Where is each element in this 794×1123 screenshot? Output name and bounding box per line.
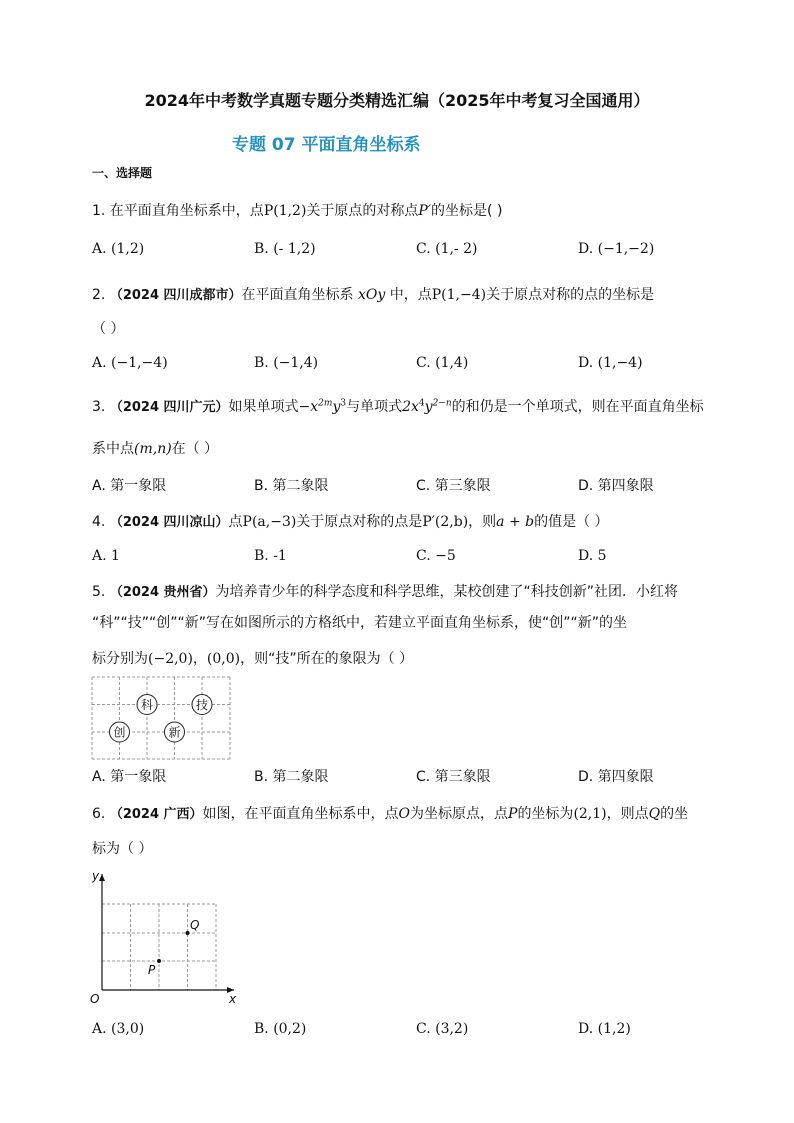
q5-line-3: 标分别为(−2,0)，(0,0)，则“技”所在的象限为（ ） <box>92 651 414 667</box>
question-2 <box>92 284 654 304</box>
q4-number: 4. <box>92 514 106 530</box>
q6-source-tag: （2024 广西） <box>109 807 203 822</box>
q5-coord-2: (0,0) <box>206 651 241 667</box>
char-chuang: 创 <box>113 725 126 740</box>
q1-option-b: B. (- 1,2) <box>254 241 316 257</box>
q5-option-d: D. 第四象限 <box>578 769 654 785</box>
q1-text-a: 1. 在平面直角坐标系中，点 <box>92 203 264 219</box>
q3-text-a: 如果单项式 <box>228 399 299 415</box>
q6-option-a: A. (3,0) <box>92 1021 145 1037</box>
q3-option-c: C. 第三象限 <box>416 478 491 494</box>
q4-option-a: A. 1 <box>92 548 120 564</box>
q2-line-2: （ ） <box>92 321 125 337</box>
q3-option-d: D. 第四象限 <box>578 478 654 494</box>
question-5: 5. （2024 贵州省）为培养青少年的科学态度和科学思维，某校创建了“科技创新”社团．小红将 <box>92 584 679 600</box>
question-1 <box>92 200 502 220</box>
q4-option-b: B. -1 <box>254 548 287 564</box>
q3-option-a: A. 第一象限 <box>92 478 167 494</box>
q5-line-2: “科”“技”“创”“新”写在如图所示的方格纸中，若建立平面直角坐标系，使“创”“新”的坐 <box>92 615 628 631</box>
q3-number: 3. <box>92 399 106 415</box>
q2-system: xOy <box>357 287 386 303</box>
q2-text-b: 中，点 <box>389 287 432 303</box>
q4-expression: a + b <box>496 514 535 530</box>
q1-option-d: D. (−1,−2) <box>578 241 655 257</box>
q2-option-b: B. (−1,4) <box>254 355 319 371</box>
q6-number: 6. <box>92 806 106 822</box>
q2-option-a: A. (−1,−4) <box>92 355 168 371</box>
q5-source-tag: （2024 贵州省） <box>109 585 216 600</box>
q2-point: P(1,−4) <box>431 287 487 303</box>
q3-line-2: 系中点(m,n)在（ ） <box>92 441 219 457</box>
q6-line-2: 标为（ ） <box>92 841 153 857</box>
q1-point-p: P′ <box>418 203 432 219</box>
section-heading: 一、选择题 <box>92 166 153 180</box>
q3-point: (m,n) <box>134 441 172 457</box>
point-p-label: P <box>148 963 156 977</box>
q5-number: 5. <box>92 584 106 600</box>
q1-text-c: 的坐标是( ) <box>431 203 503 219</box>
question-6: 6. （2024 广西）如图，在平面直角坐标系中，点O为坐标原点，点P的坐标为(2,1)，则点Q的坐 <box>92 806 689 822</box>
q2-text-c: 关于原点对称的点的坐标是 <box>486 287 655 303</box>
q6-option-c: C. (3,2) <box>416 1021 469 1037</box>
point-q-label: Q <box>190 918 200 932</box>
q4-option-c: C. −5 <box>416 548 456 564</box>
q1-point: P(1,2) <box>263 203 307 219</box>
q2-option-d: D. (1,−4) <box>578 355 643 371</box>
q6-option-d: D. (1,2) <box>578 1021 631 1037</box>
q5-option-c: C. 第三象限 <box>416 769 491 785</box>
char-ke: 科 <box>140 698 154 712</box>
char-ji: 技 <box>195 698 209 712</box>
q4-source-tag: （2024 四川凉山） <box>109 515 229 530</box>
q3-text-c: 的和仍是一个单项式，则在平面直角坐标 <box>451 399 704 415</box>
question-3 <box>92 396 704 416</box>
q3-monomial-2: $2x^4y^{2-n}$ <box>402 398 452 415</box>
q1-option-c: C. (1,- 2) <box>416 241 478 257</box>
point-q <box>186 931 190 935</box>
q3-source-tag: （2024 四川广元） <box>109 400 229 415</box>
y-axis-arrow-icon <box>99 874 105 881</box>
q5-coord-1: (−2,0) <box>148 651 193 667</box>
q1-option-a: A. (1,2) <box>92 241 145 257</box>
q5-option-a: A. 第一象限 <box>92 769 167 785</box>
y-axis-label: y <box>92 869 100 883</box>
question-4: 4. （2024 四川凉山）点P(a,−3)关于原点对称的点是P′(2,b)，则a + b的值是（ ） <box>92 514 609 530</box>
q5-grid-figure <box>91 676 231 760</box>
q4-point: P(a,−3) <box>242 514 297 530</box>
q6-coord: (2,1) <box>573 806 607 822</box>
document-title: 2024年中考数学真题专题分类精选汇编（2025年中考复习全国通用） <box>144 91 650 110</box>
q2-source-tag: （2024 四川成都市） <box>109 288 242 303</box>
point-p <box>157 959 161 963</box>
q1-text-b: 关于原点的对称点 <box>306 203 419 219</box>
q4-point-2: P′(2,b) <box>422 514 469 530</box>
q2-text-a: 在平面直角坐标系 <box>241 287 354 303</box>
q3-text-b: 与单项式 <box>346 399 403 415</box>
q3-monomial-1: $-x^{2m}y^3$ <box>298 398 347 415</box>
q6-coordinate-figure <box>88 866 248 1006</box>
topic-title: 专题 07 平面直角坐标系 <box>232 135 421 155</box>
q5-option-b: B. 第二象限 <box>254 769 329 785</box>
q2-option-c: C. (1,4) <box>416 355 469 371</box>
q2-number: 2. <box>92 287 106 303</box>
q3-option-b: B. 第二象限 <box>254 478 329 494</box>
char-xin: 新 <box>168 725 181 740</box>
q6-option-b: B. (0,2) <box>254 1021 307 1037</box>
q4-option-d: D. 5 <box>578 548 607 564</box>
origin-label: O <box>90 992 100 1006</box>
x-axis-label: x <box>229 992 237 1006</box>
